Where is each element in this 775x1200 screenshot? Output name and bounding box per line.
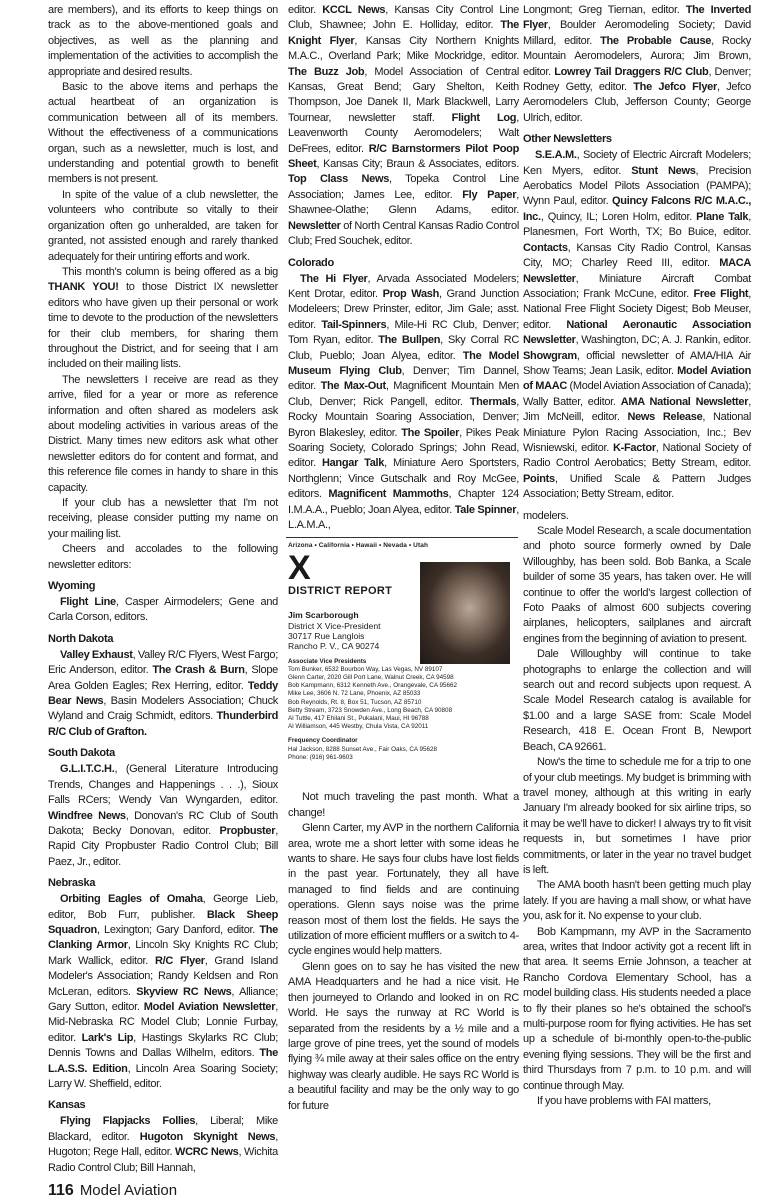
text-run: Now's the time to schedule me for a trip to one of your club meetings. My budget is brimming with travel money, although at this writing in early January I'm already booked for six airline trips, so it may be we'll have to dicker! I always try to fit visit requests in, but sometimes I have prior commitments, or later in the year no travel budget is left. <box>523 756 751 876</box>
paragraph <box>48 80 278 188</box>
text-run: , National Society of Radio Control Aerobatics; Betty Stream, editor. <box>523 441 751 470</box>
column-3-top <box>523 3 751 503</box>
avp-item: Bob Reynolds, Rt. 8, Box 51, Tucson, AZ 85710 <box>288 698 422 706</box>
paragraph <box>288 3 519 250</box>
text-run: , Slope Area Golden Eagles; Rex Herring, editor. <box>48 664 278 692</box>
frequency-coordinator <box>288 737 518 762</box>
column-2-stack <box>288 3 519 1114</box>
column-2-top <box>288 3 519 533</box>
paragraph <box>48 373 278 496</box>
text-run: , Rapid City Propbuster Radio Control Club; Bill Paez, Jr., editor. <box>48 824 278 868</box>
newsletter-title: Newsletter <box>288 219 341 232</box>
paragraph <box>288 272 519 534</box>
text-run: , Miniature Aero Sportsters, Northglenn; Vince Gutschalk and Roy McGee, editors. <box>288 457 519 501</box>
avp-list <box>288 658 518 732</box>
text-run: , Shawnee-Olathe; Glenn Adams, editor. <box>288 188 519 217</box>
district-report-box <box>288 542 518 786</box>
paragraph <box>523 878 751 924</box>
text-run: , Basin Modelers Association; Chuck Wyland and Craig Schmidt, editors. <box>48 695 278 723</box>
text-run: , Model Association of Central Kansas, Great Bend; Gary Shelton, Keith Thompson, Joe Danek II, Mark Blackwell, Larry Tournear, newsletter staff. <box>288 65 519 124</box>
text-run: , Pikes Peak Soaring Society, Colorado Springs; John Read, editor. <box>288 426 519 470</box>
magazine-name: Model Aviation <box>79 1182 178 1200</box>
paragraph <box>48 762 278 870</box>
text-run: , Mile-Hi RC Club, Denver; Tom Ryan, editor. <box>288 318 519 347</box>
newsletter-title: Model Aviation Newsletter <box>143 1000 276 1013</box>
text-run: to those District IX newsletter editors who have given up their personal or work time to devote to the production of the newsletters for their club members, for sharing them throughout the District, and for seeing that I am included on their mailing lists. <box>48 281 278 371</box>
text-run: , Denver; Tim Dannel, editor. <box>288 364 519 393</box>
text-run: , Chapter 124 I.M.A.A., Pueblo; Joan Alyea, editor. <box>288 488 519 516</box>
text-run: Basic to the above items and perhaps the actual heartbeat of an organization is communication between all of its members. Without the effectiveness of a communications organ, such as a newsletter, much is lost, and understanding and potential growth to benefit members is not present. <box>48 81 278 186</box>
newsletter-title: Teddy Bear News <box>48 679 278 708</box>
text-run: (Model Aviation Association of Canada); Wally Batter, editor. <box>523 380 751 408</box>
newsletter-title: The Jefco Flyer <box>633 81 717 94</box>
column-1 <box>48 3 278 1176</box>
paragraph <box>523 925 751 1094</box>
paragraph <box>48 595 278 626</box>
text-run: , official newsletter of AMA/HIA Air Show Teams; Jean Lasik, editor. <box>523 349 751 377</box>
newsletter-title: Orbiting Eagles of Omaha <box>60 893 203 906</box>
section-heading <box>48 746 278 761</box>
text-run: Bob Kampmann, my AVP in the Sacramento area, writes that Indoor activity got a recent lift in that area. It seems Ernie Johnson, a teacher at Rancho Cordova Elementary School, has a model building class. His students needed a place to fly their planes so he's obtained the school's multi-purpose room for flying activities. He has set up a schedule of bi-monthly open-to-the-public evening flying sessions. They will be the first and third Thursdays from 7 p.m. to 10 p.m. and will continue through May. <box>523 925 751 1092</box>
page-number: 116 <box>48 1182 74 1200</box>
text-run: , Valley R/C Flyers, West Fargo; Eric Anderson, editor. <box>48 648 278 677</box>
paragraph <box>523 647 751 755</box>
paragraph <box>48 892 278 1092</box>
text-run: North Dakota <box>48 632 114 645</box>
text-run: Nebraska <box>48 877 96 890</box>
paragraph <box>48 1114 278 1176</box>
text-run: , Alliance; Gary Sutton, editor. <box>48 985 278 1013</box>
text-run: of North Central Kansas Radio Control Club; Fred Souchek, editor. <box>288 219 519 248</box>
text-run: , Quincy, IL; Loren Holm, editor. <box>540 210 697 223</box>
text-run: , Mid-Nebraska RC Model Club; Lonnie Furbay, editor. <box>48 1000 278 1044</box>
newsletter-title: Valley Exhaust <box>60 648 133 661</box>
newsletter-title: Fly Paper <box>462 188 517 201</box>
paragraph <box>48 648 278 740</box>
text-run: Dale Willoughby will continue to take photographs to enlarge the collection and will search out and record subjects upon request. A Scale Model Research catalog is available for $1.00 and a large SASE from: Scale Model Research, 418 E. Ocean Front B, Newport Beach, CA 92661. <box>523 648 751 753</box>
text-run: , Arvada Associated Modelers; Kent Drotar, editor. <box>288 272 519 300</box>
text-run: The AMA booth hasn't been getting much play lately. If you are having a mall show, or what have you, ask for it. No expense to your club. <box>523 879 751 923</box>
newsletter-title: National Aeronautic Association Newsletter <box>523 318 752 347</box>
text-run: , Grand Island Modeler's Association; Randy Keldsen and Ron McLeran, editors. <box>48 954 278 998</box>
newsletter-title: AMA National Newsletter <box>620 395 749 408</box>
avp-item: Betty Stream, 3723 Snowden Ave., Long Beach, CA 90808 <box>288 706 453 714</box>
paragraph <box>48 188 278 265</box>
newsletter-title: The Knight Flyer <box>288 19 519 47</box>
newsletter-title: Black Sheep Squadron <box>48 908 278 936</box>
text-run: , Liberal; Mike Blackard, editor. <box>48 1115 278 1143</box>
column-3-stack <box>523 3 751 1109</box>
text-run: , (General Literature Introducing Trends, Changes and Happenings . . .), Sioux Falls RCers; Wendy Van Wyngarden, editor. <box>48 763 278 807</box>
text-run: Scale Model Research, a scale documentation and photo source formerly owned by Dale Willoughby, has been sold. Bob Banka, a Scale builder of some 35 years, has taken over. He will continue to offer the world's largest collection of Foto Paaks of almost 600 subjects covering airplanes, helicopters, sailplanes and aircraft engines from the beginning of aviation to present. <box>523 525 751 645</box>
text-run: , Kansas City; Braun & Associates, editors. <box>316 158 519 171</box>
newsletter-title: THANK YOU! <box>48 281 119 294</box>
paragraph <box>523 755 751 878</box>
text-run: , National Miniature Pylon Racing Association, Inc.; Bev Wisniewski, editor. <box>523 411 751 454</box>
newsletter-title: MACA Newsletter <box>523 257 751 285</box>
newsletter-title: WCRC News <box>175 1146 239 1159</box>
text-run: , Leavenworth County Aeromodelers; Walt DeFrees, editor. <box>288 111 519 155</box>
newsletter-title: Flying Flapjacks Follies <box>60 1115 196 1128</box>
text-run: The newsletters I receive are read as they arrive, filed for a year or more as reference information and often shared as modelers ask about modeling activities in various areas of the District. Many times new editors ask what other newsletter editors do for content and format, and this reference file comes in handy to share in this capacity. <box>48 373 278 494</box>
paragraph <box>48 542 278 573</box>
text-run: If your club has a newsletter that I'm not receiving, please consider putting my name on your mailing list. <box>48 497 278 540</box>
text-run: This month's column is being offered as a big <box>62 265 278 278</box>
newsletter-title: Thunderbird R/C Club of Grafton. <box>48 710 278 738</box>
section-heading <box>48 876 278 891</box>
newsletter-title: Skyview RC News <box>136 985 232 998</box>
newsletter-title: The Model Museum Flying Club <box>288 349 519 377</box>
newsletter-title: Free Flight <box>693 287 749 300</box>
text-run: Not much traveling the past month. What a change! <box>288 791 519 819</box>
text-run: , Grand Junction Modeleers; Drew Prinster, editor, Jim Gale; asst. editor. <box>288 287 519 331</box>
paragraph <box>288 960 519 1114</box>
section-heading <box>523 132 751 147</box>
text-run: If you have problems with FAI matters, <box>537 1095 711 1108</box>
text-run: , Unified Scale & Pattern Judges Association; Betty Stream, editor. <box>523 472 751 501</box>
paragraph <box>523 3 751 126</box>
paragraph <box>288 790 519 821</box>
text-run: , Kansas City Radio Control, Kansas City, MO; Charley Reed III, editor. <box>523 241 751 270</box>
newsletter-title: Model Aviation of MAAC <box>523 364 751 393</box>
vp-name: Jim Scarborough <box>288 610 359 621</box>
district-number: X <box>288 549 311 588</box>
newsletter-title: Showgram <box>523 349 577 362</box>
newsletter-title: Hugoton Skynight News <box>139 1130 276 1143</box>
text-run: , Society of Electric Aircraft Modelers; Ken Myers, editor. <box>523 149 751 177</box>
text-run: , Rocky Mountain Soaring Association, Denver; Byron Blakesley, editor. <box>288 395 519 439</box>
newsletter-title: Hangar Talk <box>321 457 385 470</box>
paragraph <box>48 496 278 542</box>
text-run: , Rocky Mountain Aeromodelers, Aurora; Jim Brown, editor. <box>523 34 751 78</box>
vp-title: District X Vice-President <box>288 620 381 631</box>
district-states: Arizona • California • Hawaii • Nevada • Utah <box>288 542 429 550</box>
avp-item: Al Tuttle, 417 Ehilani St., Pukalani, Maui, HI 96788 <box>288 715 429 723</box>
text-run: , Kansas City Northern Knights M.A.C., Overland Park; Mike Mockridge, editor. <box>288 34 519 63</box>
section-heading <box>48 579 278 594</box>
newsletter-title: Stunt News <box>631 164 696 177</box>
newsletter-title: R/C Flyer <box>154 954 205 967</box>
newsletter-title: Prop Wash <box>382 287 439 300</box>
newsletter-title: Top Class News <box>288 173 390 186</box>
avp-item: Mike Lee, 3606 N. 72 Lane, Phoenix, AZ 85033 <box>288 690 421 698</box>
divider <box>286 537 518 538</box>
newsletter-title: Lowrey Tail Draggers R/C Club <box>554 65 709 78</box>
newsletter-title: The Max-Out <box>320 380 386 393</box>
text-run: , Sky Corral RC Club, Pueblo; Joan Alyea, editor. <box>288 334 519 362</box>
newsletter-title: The L.A.S.S. Edition <box>48 1047 278 1075</box>
section-heading <box>48 632 278 647</box>
newsletter-title: The Spoiler <box>401 426 460 439</box>
newsletter-title: Tail-Spinners <box>321 318 387 331</box>
vp-street: 30717 Rue Langlois <box>288 631 365 641</box>
newsletter-title: Flight Log <box>451 111 517 124</box>
text-run: , Jim McNeill, editor. <box>523 395 751 424</box>
freq-phone: Phone: (916) 961-9603 <box>288 753 353 761</box>
avp-item: Glenn Carter, 2020 Gill Port Lane, Walnut Creek, CA 94598 <box>288 674 454 681</box>
text-run: , Casper Airmodelers; Gene and Carla Corson, editors. <box>48 596 278 624</box>
newsletter-title: Points <box>523 472 555 485</box>
newsletter-title: Plane Talk <box>696 210 749 223</box>
newsletter-title: G.L.I.T.C.H. <box>60 763 115 776</box>
paragraph <box>523 1094 751 1109</box>
text-run: , L.A.M.A., <box>288 503 519 531</box>
avp-item: Al Williamson, 445 Westby, Chula Vista, CA 92011 <box>288 723 429 731</box>
text-run: Glenn goes on to say he has visited the new AMA Headquarters and he had a nice visit. He then journeyed to Orlando and looked in on RC World. He says the runway at RC World is separated from the residents by a ½ mile and a large grove of pine trees, yet the sound of models flying ¾ mile away at their sales office on the entry highway was clearly audible. He says RC World is a beautiful facility and may be the only way to go for future <box>288 960 519 1112</box>
newsletter-title: The Inverted Flyer <box>523 4 751 32</box>
text-run: Longmont; Greg Tiernan, editor. <box>523 4 686 16</box>
newsletter-title: News Release <box>627 411 703 424</box>
text-run: , Miniature Aircraft Combat Association; Frank McCune, editor. <box>523 272 751 300</box>
text-run: , Donovan's RC Club of South Dakota; Becky Donovan, editor. <box>48 809 278 837</box>
newsletter-title: The Probable Cause <box>600 34 712 47</box>
text-run: modelers. <box>523 509 569 522</box>
newsletter-title: Flight Line <box>60 596 116 609</box>
text-run: , National Free Flight Society Digest; Bob Meuser, editor. <box>523 287 752 331</box>
text-run: , Washington, DC; A. J. Rankin, editor. <box>575 334 751 347</box>
text-run: , Planesmen, Fort Worth, TX; Bo Buice, editor. <box>523 210 751 239</box>
text-run: editor. <box>288 4 323 16</box>
text-run: Colorado <box>288 256 334 269</box>
freq-address: Hal Jackson, 8288 Sunset Ave., Fair Oaks, CA 95628 <box>288 745 437 753</box>
section-heading <box>288 256 519 271</box>
text-run: , Hugoton; Rege Hall, editor. <box>48 1130 278 1159</box>
newsletter-title: Propbuster <box>219 824 276 837</box>
paragraph <box>48 3 278 80</box>
text-run: , Lincoln Sky Knights RC Club; Mark Wallick, editor. <box>48 939 278 967</box>
newsletter-title: Quincy Falcons R/C M.A.C., Inc. <box>523 195 751 223</box>
newsletter-title: K-Factor <box>612 441 656 454</box>
newsletter-title: The Buzz Job <box>288 65 365 78</box>
text-run: , Topeka Control Line Association; James Lee, editor. <box>288 173 519 201</box>
text-run: Kansas <box>48 1099 86 1112</box>
text-run: , Denver; Rodney Getty, editor. <box>523 65 751 94</box>
paragraph <box>523 509 751 524</box>
column-3-bottom <box>523 509 751 1110</box>
text-run: Other Newsletters <box>523 133 612 146</box>
paragraph <box>523 524 751 647</box>
vp-portrait-photo <box>420 562 510 664</box>
vp-city: Rancho P. V., CA 90274 <box>288 641 380 652</box>
avp-item: Bob Kampmann, 6312 Kenneth Ave., Orangevale, CA 95662 <box>288 682 457 690</box>
newsletter-title: Windfree News <box>48 809 126 822</box>
newsletter-title: R/C Barnstormers Pilot Poop Sheet <box>288 142 519 171</box>
text-run: , Kansas City Control Line Club, Shawnee; John E. Holliday, editor. <box>288 4 519 32</box>
text-run: Cheers and accolades to the following newsletter editors: <box>48 543 278 571</box>
section-heading <box>48 1098 278 1113</box>
freq-heading: Frequency Coordinator <box>288 737 358 745</box>
paragraph <box>288 821 519 960</box>
text-run: , Boulder Aeromodeling Society; David Millard, editor. <box>523 19 751 47</box>
newsletter-title: The Hi Flyer <box>300 272 368 285</box>
district-report-title: DISTRICT REPORT <box>288 585 393 598</box>
text-run: , George Lieb, editor, Bob Furr, publisher. <box>48 893 278 921</box>
newsletter-title: Lark's Lip <box>81 1031 134 1044</box>
newsletter-title: Thermals <box>469 395 517 408</box>
newsletter-title: Contacts <box>523 241 568 254</box>
text-run: , Hastings Skylarks RC Club; Dennis Towns and Dallas Wilhelm, editors. <box>48 1031 278 1060</box>
page-footer <box>48 1182 278 1200</box>
text-run: are members), and its efforts to keep things on track as to the above-mentioned goals and objectives, as well as the planning and implementation of the activities to accomplish the appropriate and desired results. <box>48 4 278 78</box>
text-run: , Magnificent Mountain Men Club, Denver; Rick Pangell, editor. <box>288 380 520 408</box>
text-run: , Jefco Aeromodelers Club, Jefferson County; George Ulrich, editor. <box>523 81 751 124</box>
text-run: , Precision Aerobatics Model Pilots Association (PAMPA); Wynn Paul, editor. <box>523 164 752 208</box>
newsletter-title: S.E.A.M. <box>535 149 577 162</box>
paragraph <box>523 148 751 502</box>
text-run: Glenn Carter, my AVP in the northern California area, wrote me a short letter with some ideas he wants to share. He says four clubs have lost fields in the past year. Fortunately, they all have managed to find fields and are continuing operations. Glenn says noise was the prime reason most of them lost the fields. He says the utilization of more efficient mufflers or a switch to 4-cycle engines would help matters. <box>288 822 519 958</box>
newsletter-title: Tale Spinner <box>454 503 517 516</box>
avp-heading: Associate Vice Presidents <box>288 657 367 665</box>
paragraph <box>48 265 278 373</box>
text-run: , Wichita Radio Control Club; Bill Hannah, <box>48 1146 278 1174</box>
column-2-bottom <box>288 790 519 1114</box>
text-run: South Dakota <box>48 747 115 760</box>
text-run: In spite of the value of a club newsletter, the volunteers who contribute so vitally to their organization often go unheralded, are taken for granted, not assisted enough and rarely thanked adequately for their untiring efforts and work. <box>48 188 278 263</box>
newsletter-title: The Bullpen <box>378 334 441 347</box>
newsletter-title: The Crash & Burn <box>152 664 245 677</box>
newsletter-title: The Clanking Armor <box>48 923 278 952</box>
newsletter-title: Magnificent Mammoths <box>328 488 449 501</box>
newsletter-title: KCCL News <box>322 4 386 16</box>
column-1-stack <box>48 3 278 1200</box>
text-run: Wyoming <box>48 580 96 593</box>
avp-item: Tom Bunker, 6532 Bourbon Way, Las Vegas, NV 89107 <box>288 665 443 673</box>
text-run: , Lexington; Gary Danford, editor. <box>96 923 260 936</box>
text-run: , Lincoln Area Soaring Society; Larry W. Sheffield, editor. <box>48 1062 279 1090</box>
